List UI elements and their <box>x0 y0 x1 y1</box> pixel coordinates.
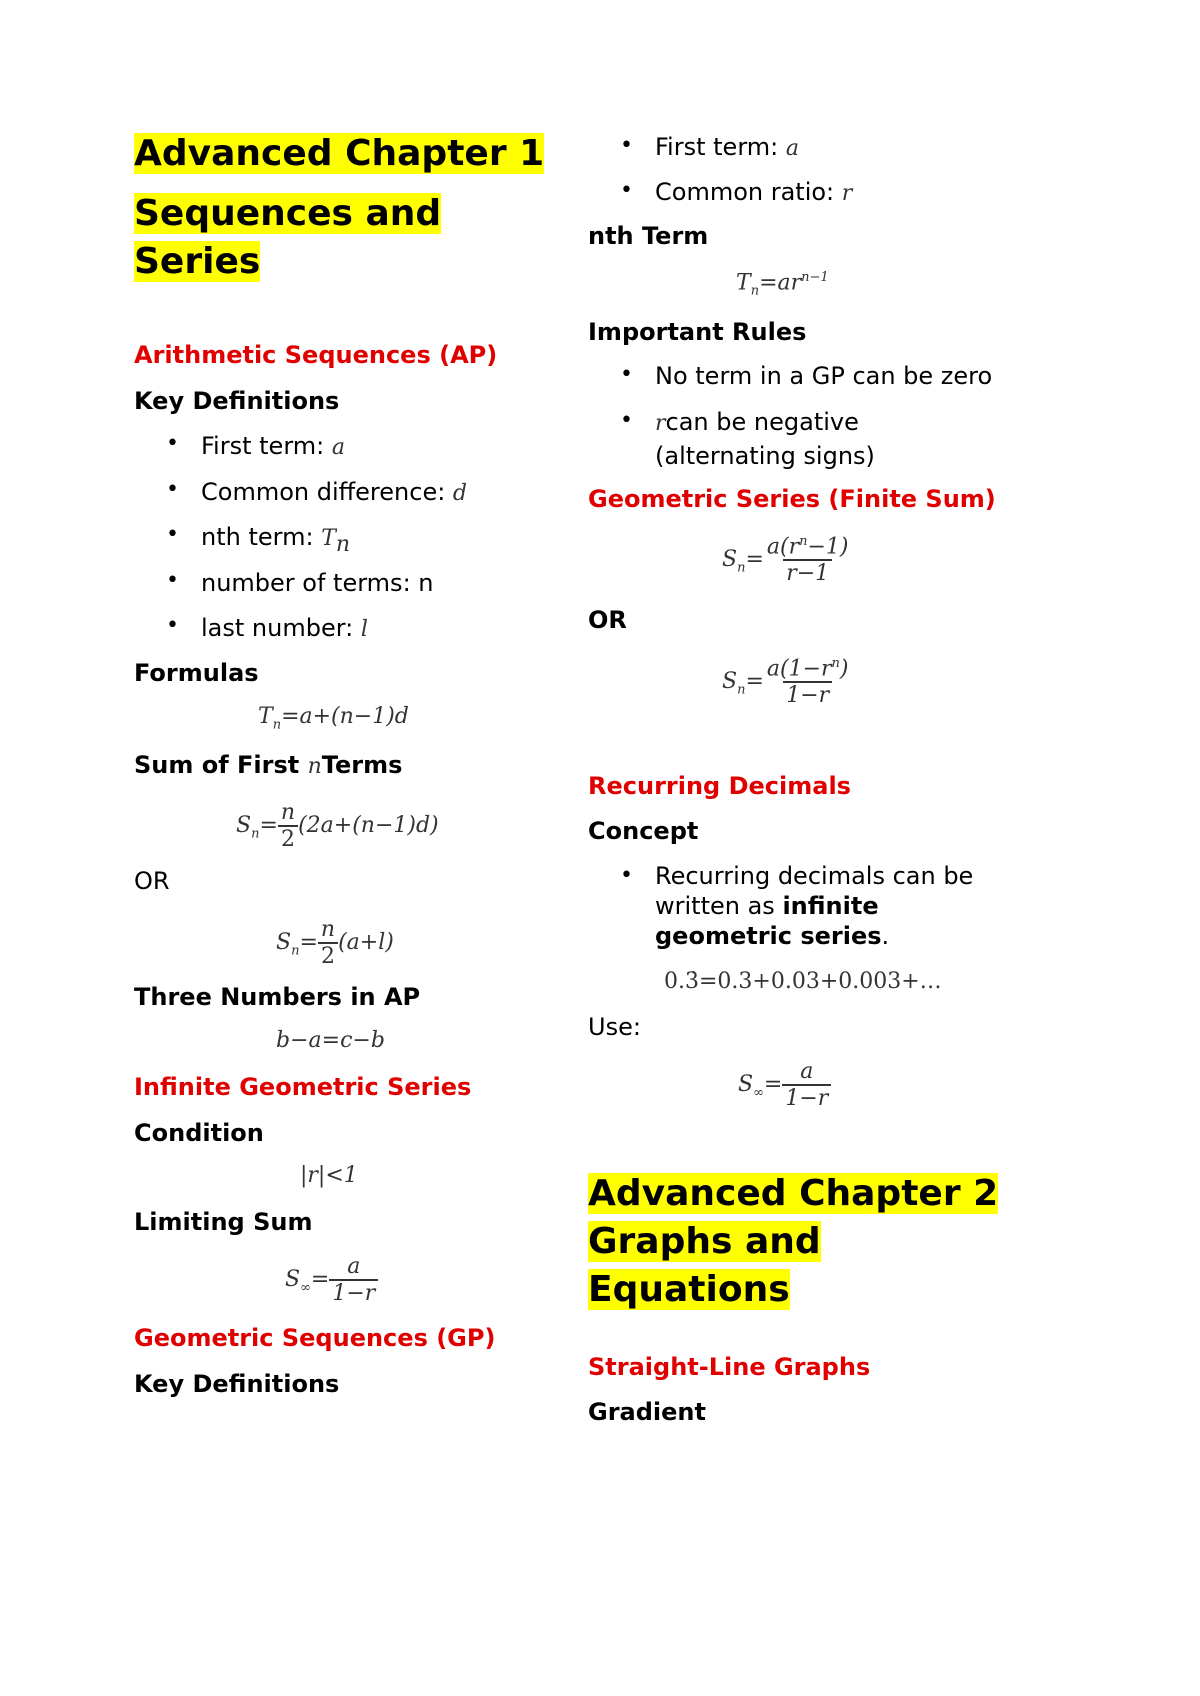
list-item: nth term: $T_n$ <box>201 523 351 557</box>
key-definitions-heading: Key Definitions <box>134 387 340 415</box>
nth-term-formula: $T_n=a+(n-1)d$ <box>258 704 409 733</box>
infinite-series-heading: Infinite Geometric Series <box>134 1073 472 1101</box>
three-numbers-formula: b−a=c−b <box>276 1028 385 1053</box>
ap-heading: Arithmetic Sequences (AP) <box>134 341 498 369</box>
bullet-icon: • <box>166 477 179 502</box>
bullet-icon: • <box>620 133 633 158</box>
list-item: Common difference: d <box>201 478 468 506</box>
sum-formula-2: $S_n=$ $\frac{n}{2}$ (a+l) <box>276 917 394 969</box>
list-item: number of terms: n <box>201 569 434 597</box>
condition-heading: Condition <box>134 1119 264 1147</box>
limiting-sum-formula: $S_\infty=$ $\frac{a}{1-r}$ <box>285 1254 378 1306</box>
bullet-icon: • <box>620 362 633 387</box>
bullet-icon: • <box>620 863 633 888</box>
bullet-icon: • <box>166 568 179 593</box>
list-item: No term in a GP can be zero <box>655 362 993 390</box>
sum-heading: Sum of First nTerms <box>134 751 403 779</box>
geometric-series-heading: Geometric Series (Finite Sum) <box>588 485 996 513</box>
list-item: First term: a <box>201 432 345 460</box>
chapter1-title: Advanced Chapter 1 <box>134 133 545 174</box>
gradient-heading: Gradient <box>588 1398 706 1426</box>
use-label: Use: <box>588 1013 641 1041</box>
sum-formula-1: $S_n=$ $\frac{n}{2}$ (2a+(n−1)d) <box>236 800 439 852</box>
recurring-formula: 0.3̇=0.3+0.03+0.003+… <box>664 969 942 994</box>
list-item: Common ratio: r <box>655 178 853 206</box>
bullet-icon: • <box>166 613 179 638</box>
bullet-icon: • <box>166 431 179 456</box>
list-item: Recurring decimals can be written as infinite geometric series. <box>655 862 974 950</box>
condition-formula: |r|<1 <box>300 1163 358 1188</box>
finite-sum-formula-1: $S_n=$ $\frac{a(r^n-1)}{r-1}$ <box>722 534 849 587</box>
or-label: OR <box>134 867 170 895</box>
chapter2-title: Advanced Chapter 2 Graphs and Equations <box>588 1173 999 1310</box>
bullet-icon: • <box>620 408 633 433</box>
list-item: rcan be negative (alternating signs) <box>655 408 875 470</box>
infinite-sum-formula: $S_\infty=$ $\frac{a}{1-r}$ <box>738 1059 831 1111</box>
nth-term-heading: nth Term <box>588 222 709 250</box>
bullet-icon: • <box>620 178 633 203</box>
gp-key-definitions-heading: Key Definitions <box>134 1370 340 1398</box>
formulas-heading: Formulas <box>134 659 259 687</box>
bullet-icon: • <box>166 522 179 547</box>
limiting-sum-heading: Limiting Sum <box>134 1208 313 1236</box>
finite-sum-formula-2: $S_n=$ $\frac{a(1-r^n)}{1-r}$ <box>722 656 849 709</box>
concept-heading: Concept <box>588 817 699 845</box>
important-rules-heading: Important Rules <box>588 318 807 346</box>
list-item: First term: a <box>655 133 799 161</box>
gp-heading: Geometric Sequences (GP) <box>134 1324 496 1352</box>
or-label-bold: OR <box>588 606 627 634</box>
chapter1-subtitle: Sequences and Series <box>134 193 442 282</box>
three-numbers-heading: Three Numbers in AP <box>134 983 421 1011</box>
gp-nth-term-formula: $T_n=ar^{n-1}$ <box>736 270 829 299</box>
list-item: last number: l <box>201 614 368 642</box>
recurring-decimals-heading: Recurring Decimals <box>588 772 851 800</box>
straight-line-heading: Straight-Line Graphs <box>588 1353 871 1381</box>
